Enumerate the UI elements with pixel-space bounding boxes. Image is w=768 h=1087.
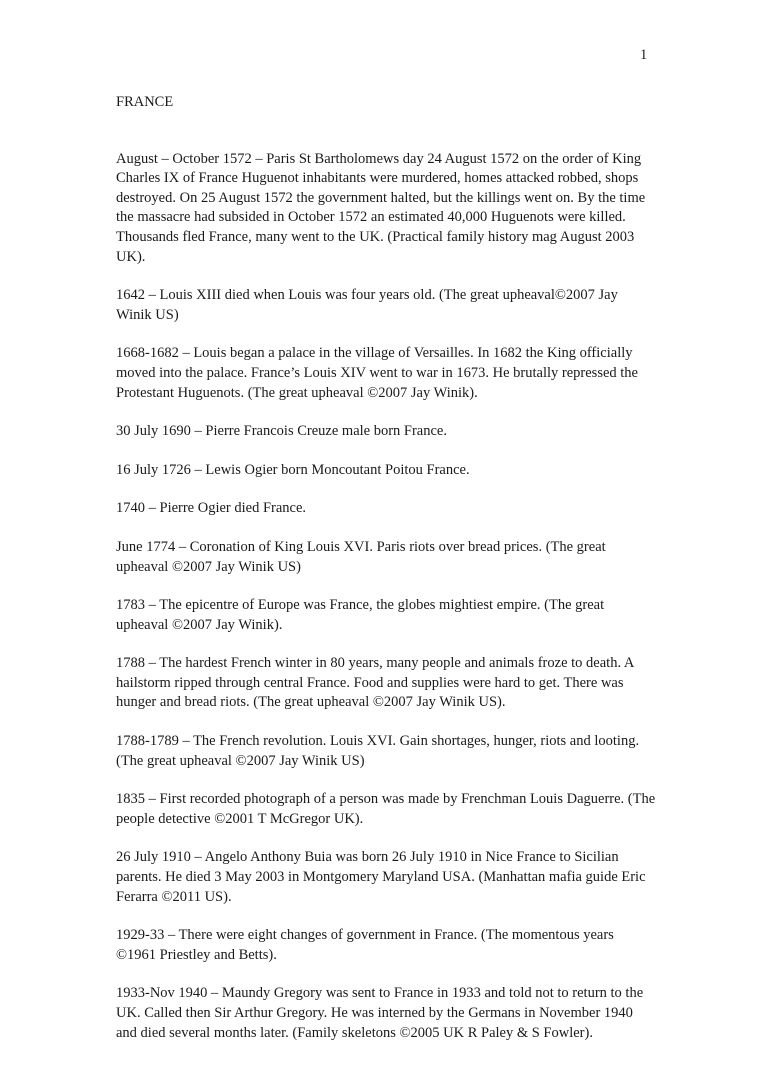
timeline-entry: 1783 – The epicentre of Europe was France, the globes mightiest empire. (The great upheaval ©2007 Jay Winik). [116,597,605,633]
document-body [116,93,656,1062]
timeline-entry: 1933-Nov 1940 – Maundy Gregory was sent to France in 1933 and told not to return to the UK. Called then Sir Arthur Gregory. He was interned by the Germans in November 1940 and died several months later. (Family skeletons ©2005 UK R Paley & S Fowler). [116,985,644,1041]
timeline-entry: 30 July 1690 – Pierre Francois Creuze male born France. [116,423,447,440]
timeline-entry: 1788 – The hardest French winter in 80 years, many people and animals froze to death. A hailstorm ripped through central France. Food and supplies were hard to get. There was hunger and bread riots. (The great upheaval ©2007 Jay Winik US). [116,655,634,711]
timeline-entry: 26 July 1910 – Angelo Anthony Buia was born 26 July 1910 in Nice France to Sicilian parents. He died 3 May 2003 in Montgomery Maryland USA. (Manhattan mafia guide Eric Ferarra ©2011 US). [116,849,646,905]
timeline-entry: 1788-1789 – The French revolution. Louis XVI. Gain shortages, hunger, riots and looting. (The great upheaval ©2007 Jay Winik US) [116,733,640,769]
timeline-entry: 1642 – Louis XIII died when Louis was four years old. (The great upheaval©2007 Jay Winik US) [116,287,618,323]
timeline-entry: 1668-1682 – Louis began a palace in the village of Versailles. In 1682 the King officially moved into the palace. France’s Louis XIV went to war in 1673. He brutally repressed the Protestant Huguenots. (The great upheaval ©2007 Jay Winik). [116,345,638,401]
page-number: 1 [640,47,648,63]
document-heading: FRANCE [116,94,174,110]
timeline-entry: 1740 – Pierre Ogier died France. [116,500,307,517]
timeline-entry: August – October 1572 – Paris St Bartholomews day 24 August 1572 on the order of King Charles IX of France Huguenot inhabitants were murdered, homes attacked robbed, shops destroyed. On 25 August 1572 the government halted, but the killings went on. By the time the massacre had subsided in October 1572 an estimated 40,000 Huguenots were killed. Thousands fled France, many went to the UK. (Practical family history mag August 2003 UK). [116,150,646,265]
timeline-entry: 1929-33 – There were eight changes of government in France. (The momentous years ©1961 Priestley and Betts). [116,927,614,963]
timeline-entry: 16 July 1726 – Lewis Ogier born Moncoutant Poitou France. [116,461,470,478]
timeline-entry: 1835 – First recorded photograph of a person was made by Frenchman Louis Daguerre. (The people detective ©2001 T McGregor UK). [116,791,656,827]
timeline-entry: June 1774 – Coronation of King Louis XVI. Paris riots over bread prices. (The great upheaval ©2007 Jay Winik US) [116,538,606,575]
